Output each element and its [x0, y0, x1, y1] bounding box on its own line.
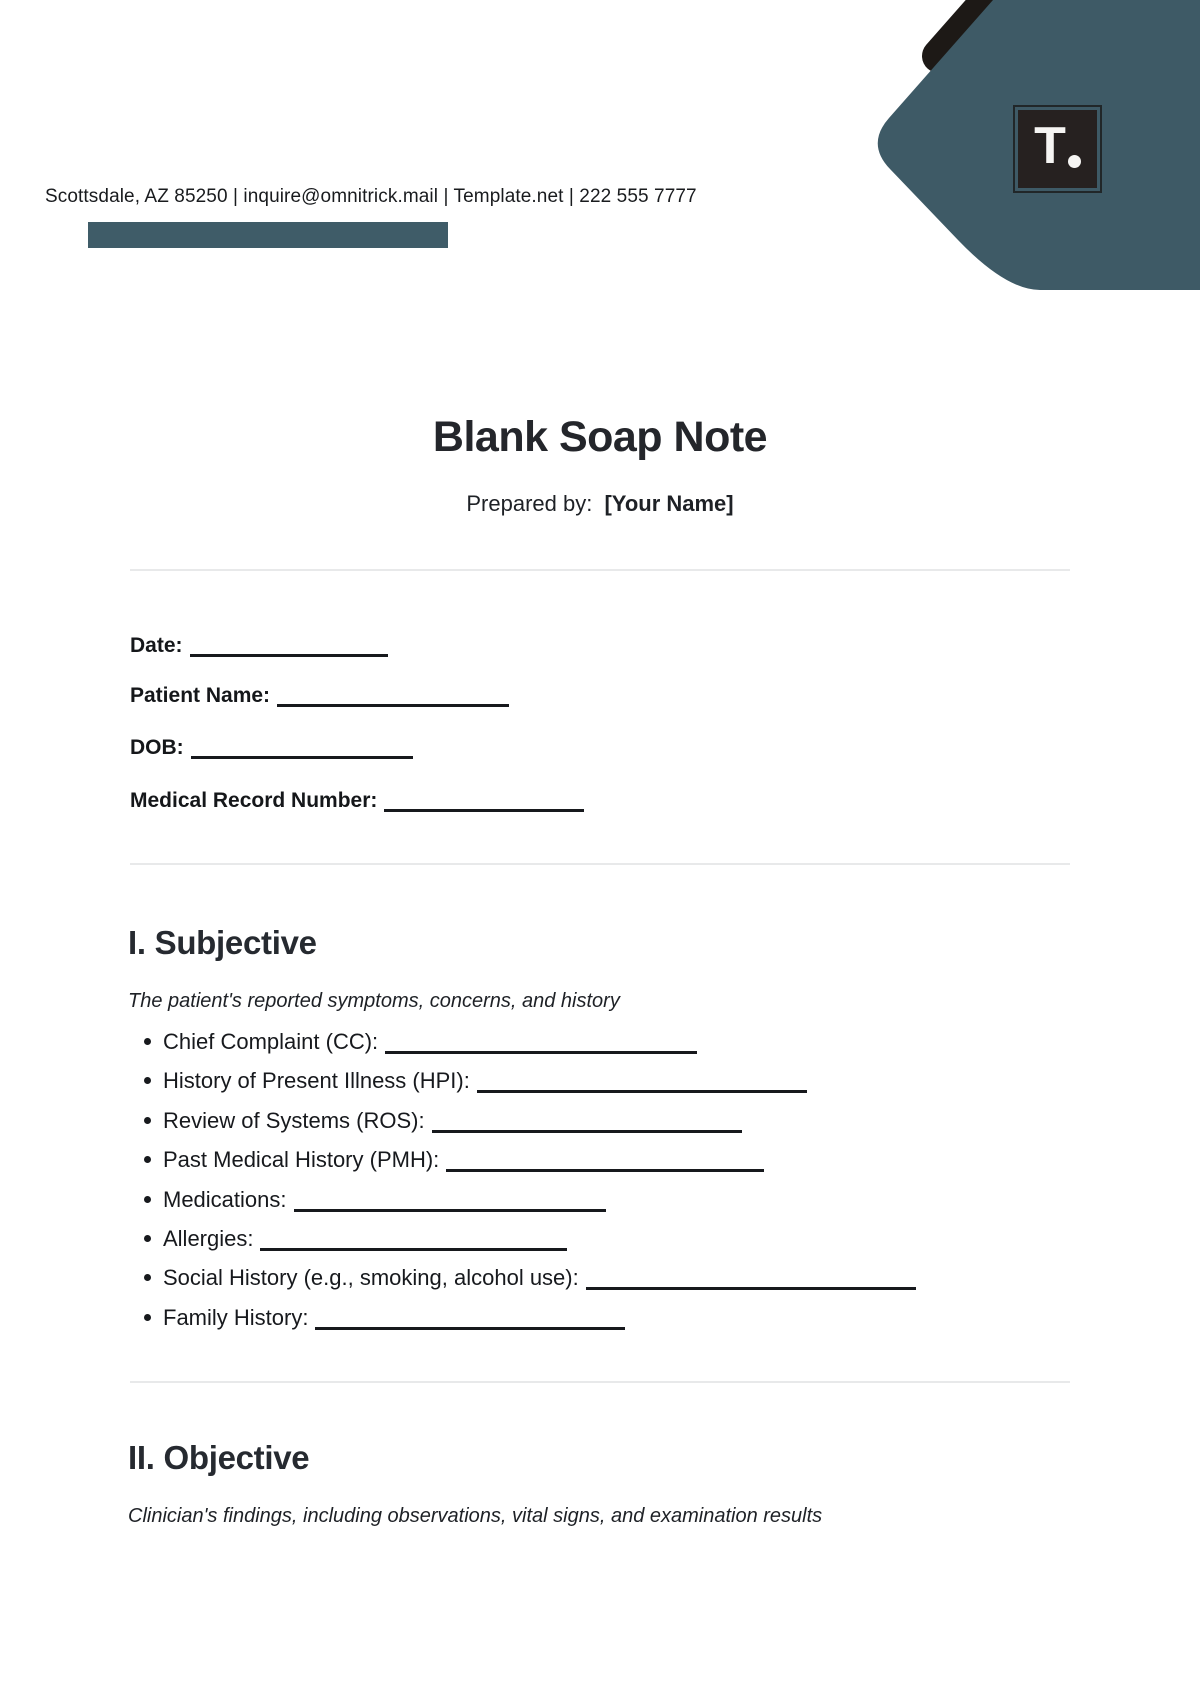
- medications-blank-line[interactable]: [294, 1209, 606, 1212]
- list-item-label: Family History:: [163, 1304, 309, 1330]
- date-blank-line[interactable]: [190, 654, 388, 657]
- dob-blank-line[interactable]: [191, 756, 413, 759]
- section-description-objective: Clinician's findings, including observations, vital signs, and examination results: [128, 1505, 823, 1527]
- list-item: [130, 1219, 916, 1258]
- chief-complaint-blank-line[interactable]: [385, 1051, 697, 1054]
- logo-dot-icon: [1068, 155, 1081, 168]
- field-label-patient-name: Patient Name:: [130, 684, 271, 707]
- prepared-by-label: Prepared by:: [466, 491, 593, 516]
- family-history-blank-line[interactable]: [315, 1327, 625, 1330]
- pmh-blank-line[interactable]: [446, 1169, 764, 1172]
- patient-name-blank-line[interactable]: [277, 704, 509, 707]
- hpi-blank-line[interactable]: [477, 1090, 807, 1093]
- field-label-dob: DOB:: [130, 736, 184, 759]
- contact-info-line: Scottsdale, AZ 85250 | inquire@omnitrick.mail | Template.net | 222 555 7777: [45, 186, 697, 207]
- subjective-item-list: [130, 1022, 916, 1337]
- social-history-blank-line[interactable]: [586, 1287, 916, 1290]
- brand-logo-square: [1018, 110, 1097, 188]
- field-label-medical-record-number: Medical Record Number:: [130, 789, 378, 812]
- teal-accent-bar: [88, 222, 448, 248]
- allergies-blank-line[interactable]: [260, 1248, 567, 1251]
- list-item-label: Chief Complaint (CC):: [163, 1029, 379, 1054]
- corner-decor-shape: [740, 0, 1200, 300]
- ros-blank-line[interactable]: [432, 1130, 742, 1133]
- list-item-label: Social History (e.g., smoking, alcohol use):: [163, 1265, 579, 1291]
- field-row-dob: [130, 737, 413, 759]
- prepared-by-line: [0, 491, 1200, 517]
- section-heading-subjective: I. Subjective: [128, 924, 317, 961]
- page-title: Blank Soap Note: [432, 413, 768, 461]
- list-item: [130, 1061, 916, 1100]
- brand-logo: [1013, 105, 1102, 193]
- field-label-date: Date:: [130, 634, 183, 657]
- list-item: [130, 1140, 916, 1179]
- divider: [130, 863, 1070, 865]
- section-heading-objective: II. Objective: [128, 1439, 310, 1476]
- medical-record-number-blank-line[interactable]: [384, 809, 584, 812]
- list-item: [130, 1101, 916, 1140]
- field-row-medical-record-number: [130, 790, 584, 812]
- field-row-patient-name: [130, 685, 509, 707]
- field-row-date: [130, 635, 388, 657]
- list-item-label: Past Medical History (PMH):: [163, 1147, 440, 1173]
- list-item-label: Medications:: [163, 1186, 287, 1212]
- list-item-label: History of Present Illness (HPI):: [163, 1068, 470, 1094]
- logo-letter: T: [1034, 117, 1065, 175]
- list-item-label: Allergies:: [163, 1226, 254, 1252]
- list-item: [130, 1022, 916, 1061]
- section-description-subjective: The patient's reported symptoms, concerns, and history: [128, 990, 620, 1012]
- divider: [130, 1381, 1070, 1383]
- list-item: [130, 1258, 916, 1297]
- divider: [130, 569, 1070, 571]
- prepared-by-name: [Your Name]: [604, 491, 734, 516]
- list-item-label: Review of Systems (ROS):: [163, 1107, 425, 1133]
- list-item: [130, 1180, 916, 1219]
- list-item: [130, 1298, 916, 1337]
